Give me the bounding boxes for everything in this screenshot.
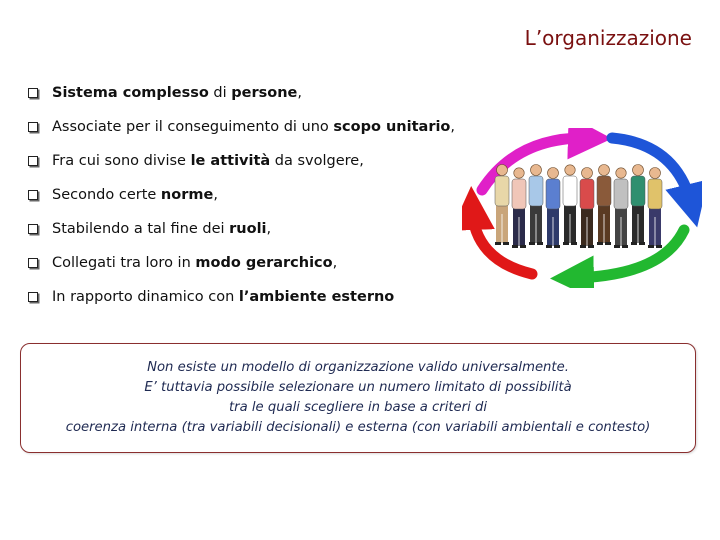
person-figure (529, 165, 543, 246)
person-figure (495, 165, 509, 246)
square-bullet-icon (28, 224, 38, 234)
bullet-text (52, 187, 218, 203)
square-bullet-icon (28, 292, 38, 302)
note-line: coerenza interna (tra variabili decisionali) e esterna (con variabili ambientali e contesto) (65, 420, 651, 435)
bullet-text-segment: , (332, 255, 338, 271)
bullet-item (28, 212, 468, 246)
bullet-item (28, 280, 468, 314)
bullet-text-segment: di (208, 85, 232, 101)
people-circle-arrows-icon (462, 128, 702, 288)
bullet-text-segment: persone (231, 85, 298, 101)
person-figure (614, 168, 628, 248)
bullet-text (52, 119, 455, 135)
people-group-icon (495, 165, 662, 249)
person-figure (597, 165, 611, 246)
person-figure (546, 168, 560, 249)
person-figure (563, 165, 577, 245)
bullet-text-segment: Stabilendo a tal fine dei (52, 221, 230, 237)
square-bullet-icon (28, 88, 38, 98)
note-line: Non esiste un modello di organizzazione valido universalmente. (147, 360, 569, 375)
bullet-text-segment: Fra cui sono divise (52, 153, 191, 169)
person-figure (631, 165, 645, 246)
bullet-text-segment: Sistema complesso (52, 85, 209, 101)
bullet-text (52, 85, 302, 101)
person-figure (648, 168, 662, 249)
note-line: E’ tuttavia possibile selezionare un numero limitato di possibilità (144, 380, 572, 395)
note-line: tra le quali scegliere in base a criteri di (229, 400, 487, 415)
bullet-item (28, 246, 468, 280)
bullet-item (28, 110, 468, 144)
bullet-text-segment: da svolgere, (270, 153, 364, 169)
person-figure (580, 168, 594, 249)
bullet-item (28, 76, 468, 110)
bullet-text-segment: Secondo certe (52, 187, 161, 203)
bullet-item (28, 178, 468, 212)
bullet-text-segment: modo gerarchico (195, 255, 333, 271)
bullet-text-segment: Associate per il conseguimento di uno (52, 119, 334, 135)
note-box (20, 343, 696, 453)
bullet-text (52, 153, 364, 169)
bullet-item (28, 144, 468, 178)
bullet-text-segment: le attività (190, 153, 271, 169)
slide-title: L’organizzazione (524, 26, 692, 50)
bullet-text-segment: , (266, 221, 272, 237)
bullet-text-segment: l’ambiente esterno (238, 289, 395, 305)
square-bullet-icon (28, 156, 38, 166)
bullet-text-segment: In rapporto dinamico con (52, 289, 239, 305)
person-figure (512, 168, 526, 248)
square-bullet-icon (28, 190, 38, 200)
bullet-text (52, 289, 394, 305)
bullet-list (28, 76, 468, 314)
people-circle-illustration (462, 128, 702, 288)
bullet-text-segment: ruoli (229, 221, 267, 237)
bullet-text (52, 221, 271, 237)
bullet-text-segment: norme (160, 187, 214, 203)
bullet-text (52, 255, 337, 271)
bullet-text-segment: Collegati tra loro in (52, 255, 196, 271)
square-bullet-icon (28, 122, 38, 132)
bullet-text-segment: , (297, 85, 303, 101)
bullet-text-segment: scopo unitario (333, 119, 451, 135)
bullet-text-segment: , (213, 187, 218, 203)
square-bullet-icon (28, 258, 38, 268)
bullet-text-segment: , (450, 119, 456, 135)
